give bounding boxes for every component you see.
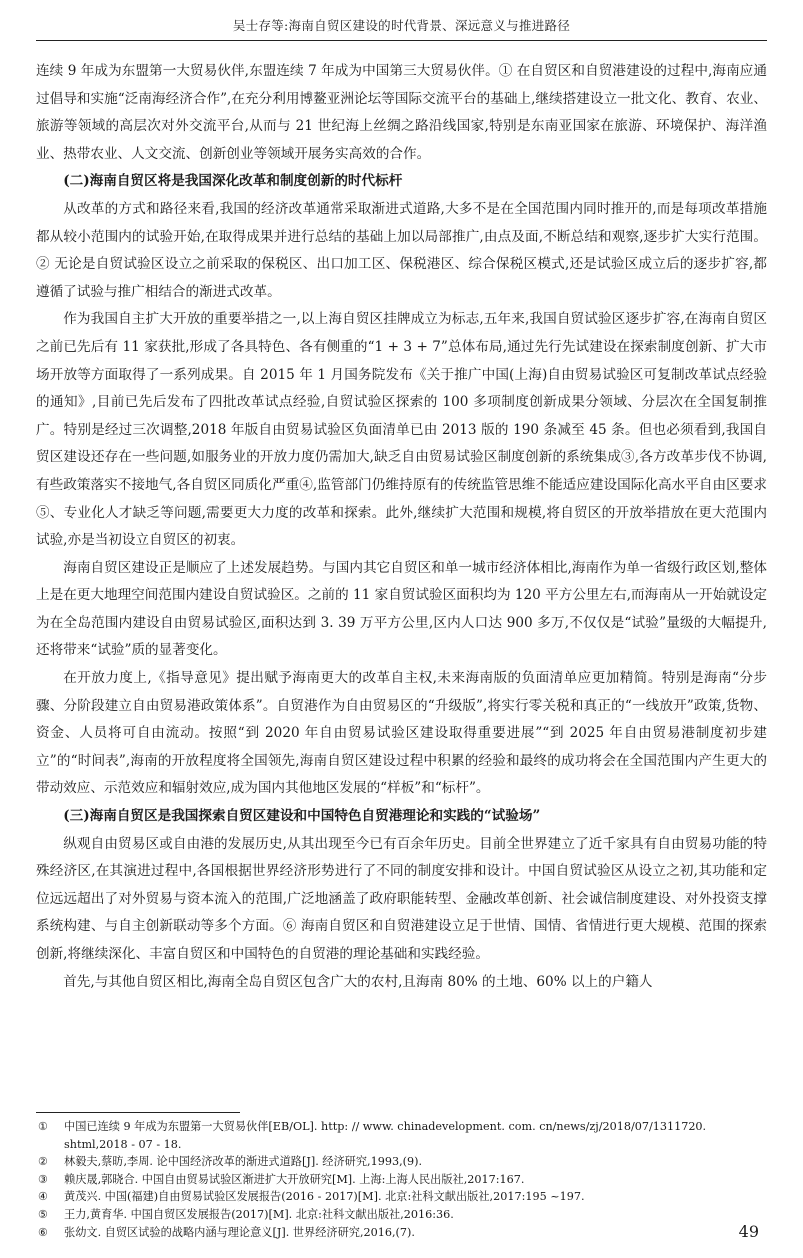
- footnote-text: 张幼文. 自贸区试验的战略内涵与理论意义[J]. 世界经济研究,2016,(7).: [64, 1225, 415, 1239]
- section-heading-3: (三)海南自贸区是我国探索自贸区建设和中国特色自贸港理论和实践的“试验场”: [63, 808, 541, 825]
- footnote-text: 林毅夫,蔡昉,李周. 论中国经济改革的渐进式道路[J]. 经济研究,1993,(9).: [64, 1155, 423, 1169]
- footnote-number: ⑥: [38, 1225, 49, 1239]
- page-number: 49: [738, 1222, 759, 1241]
- paragraph-4: 海南自贸区建设正是顺应了上述发展趋势。与国内其它自贸区和单一城市经济体相比,海南作为单一省级行政区划,整体上是在更大地理空间范围内建设自贸试验区。之前的 11 家自贸试验区面积均为 120 平方公里左右,而海南从一开始就设定为在全岛范围内建设自由贸易试验区,面积达到 3. 39 万平方公里,区内人口达 900 多万,不仅仅是“试验”量级的大幅提升,还将带来“试验”质的显著变化。: [36, 559, 767, 659]
- footnote-number: ①: [38, 1120, 49, 1133]
- footnote-text: 赖庆晟,郭晓合. 中国自由贸易试验区渐进扩大开放研究[M]. 上海:上海人民出版社,2017:167.: [64, 1172, 525, 1186]
- footnotes: [36, 1118, 767, 1241]
- footnote-text: 黄茂兴. 中国(福建)自由贸易试验区发展报告(2016 - 2017)[M]. 北京:社科文献出版社,2017:195 ~197.: [64, 1190, 585, 1204]
- running-header: 吴士存等:海南自贸区建设的时代背景、深远意义与推进路径: [232, 18, 571, 33]
- paragraph-2: 从改革的方式和路径来看,我国的经济改革通常采取渐进式道路,大多不是在全国范围内同时推开的,而是每项改革措施都从较小范围内的试验开始,在取得成果并进行总结的基础上加以局部推广,由点及面,不断总结和观察,逐步扩大实行范围。② 无论是自贸试验区设立之前采取的保税区、出口加工区、保税港区、综合保税区模式,还是试验区成立后的逐步扩容,都遵循了试验与推广相结合的渐进式改革。: [36, 200, 767, 300]
- footnote-number: ⑤: [38, 1207, 49, 1221]
- footnote-3: [36, 1171, 767, 1189]
- footnote-number: ④: [38, 1190, 49, 1204]
- article-body: [36, 58, 767, 996]
- footnote-text: 王力,黄育华. 中国自贸区发展报告(2017)[M]. 北京:社科文献出版社,2016:36.: [64, 1207, 454, 1221]
- paragraph-7: 首先,与其他自贸区相比,海南全岛自贸区包含广大的农村,且海南 80% 的土地、60% 以上的户籍人: [63, 973, 653, 990]
- paragraph-5: 在开放力度上,《指导意见》提出赋予海南更大的改革自主权,未来海南版的负面清单应更加精简。特别是海南“分步骤、分阶段建立自由贸易港政策体系”。自贸港作为自由贸易区的“升级版”,将实行零关税和真正的“一线放开”政策,货物、资金、人员将可自由流动。按照“到 2020 年自由贸易试验区建设取得重要进展”“到 2025 年自由贸易港制度初步建立”的“时间表”,海南的开放程度将全国领先,海南自贸区建设过程中积累的经验和最终的成功将会在全国范围内产生更大的带动效应、示范效应和辐射效应,成为国内其他地区发展的“样板”和“标杆”。: [36, 670, 767, 797]
- paragraph-3: 作为我国自主扩大开放的重要举措之一,以上海自贸区挂牌成立为标志,五年来,我国自贸试验区逐步扩容,在海南自贸区之前已先后有 11 家获批,形成了各具特色、各有侧重的“1 + 3 + 7”总体布局,通过先行先试建设在探索制度创新、扩大市场开放等方面取得了一系列成果。自 2015 年 1 月国务院发布《关于推广中国(上海)自由贸易试验区可复制改革试点经验的通知》,目前已先后发布了四批改革试点经验,自贸试验区探索的 100 多项制度创新成果分领域、分层次在全国复制推广。特别是经过三次调整,2018 年版自由贸易试验区负面清单已由 2013 版的 190 条减至 45 条。但也必须看到,我国自贸区建设还存在一些问题,如服务业的开放力度仍需加大,缺乏自由贸易试验区制度创新的系统集成③,各方改革步伐不协调,有些政策落实不接地气,各自贸区同质化严重④,监管部门仍维持原有的传统监管思维不能适应建设国际化高水平自由区要求⑤、专业化人才缺乏等问题,需要更大力度的改革和探索。此外,继续扩大范围和规模,将自贸区的开放举措放在更大范围内试验,亦是当初设立自贸区的初衷。: [36, 311, 767, 549]
- footnote-rule: [36, 1112, 240, 1113]
- footnote-6: [36, 1224, 767, 1242]
- section-heading-2: (二)海南自贸区将是我国深化改革和制度创新的时代标杆: [63, 173, 403, 190]
- footnote-4: [36, 1188, 767, 1206]
- paragraph-1: 连续 9 年成为东盟第一大贸易伙伴,东盟连续 7 年成为中国第三大贸易伙伴。① 在自贸区和自贸港建设的过程中,海南应通过倡导和实施“泛南海经济合作”,在充分利用博鳌亚洲论坛等国际交流平台的基础上,继续搭建设立一批文化、教育、农业、旅游等领域的高层次对外交流平台,从而与 21 世纪海上丝绸之路沿线国家,特别是东南亚国家在旅游、环境保护、海洋渔业、热带农业、人文交流、创新创业等领域开展务实高效的合作。: [36, 63, 767, 162]
- header-rule: [36, 40, 767, 41]
- footnote-5: [36, 1206, 767, 1224]
- paragraph-6: 纵观自由贸易区或自由港的发展历史,从其出现至今已有百余年历史。目前全世界建立了近千家具有自由贸易功能的特殊经济区,在其演进过程中,各国根据世界经济形势进行了不同的制度安排和设计。中国自贸试验区从设立之初,其功能和定位远远超出了对外贸易与资本流入的范围,广泛地涵盖了政府职能转型、金融改革创新、社会诚信制度建设、对外投资支撑系统构建、与自主创新联动等多个方面。⑥ 海南自贸区和自贸港建设立足于世情、国情、省情进行更大规模、范围的探索创新,将继续深化、丰富自贸区和中国特色的自贸港的理论基础和实践经验。: [36, 835, 767, 962]
- footnote-1: [36, 1118, 767, 1153]
- footnote-text: 中国已连续 9 年成为东盟第一大贸易伙伴[EB/OL]. http: // www. chinadevelopment. com. cn/news/zj/2018/07/1311720. shtml,2018 - 07 - 18.: [64, 1120, 707, 1151]
- footnote-number: ②: [38, 1155, 49, 1169]
- footnote-number: ③: [38, 1172, 49, 1186]
- footnote-2: [36, 1153, 767, 1171]
